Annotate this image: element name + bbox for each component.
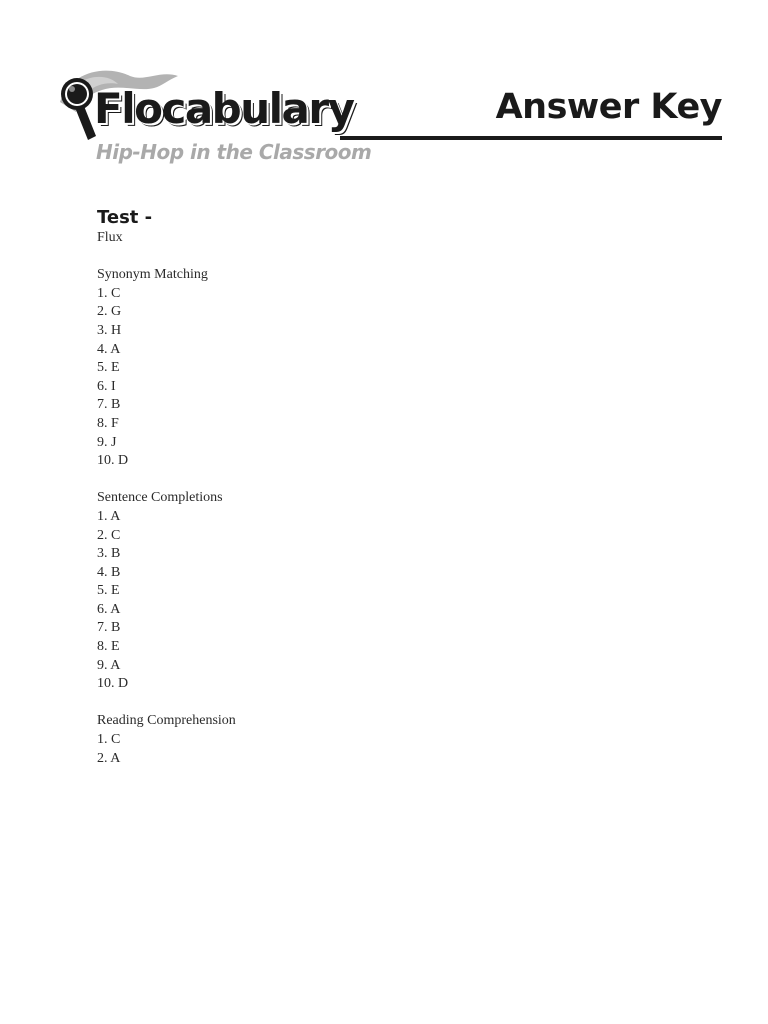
answer-item: 1. A xyxy=(97,508,121,524)
answer-item: 1. C xyxy=(97,285,121,301)
header-divider xyxy=(340,136,722,140)
page-header xyxy=(0,0,768,190)
answer-item: 6. I xyxy=(97,378,116,394)
answer-list xyxy=(97,731,697,768)
synonym-matching-section xyxy=(97,266,697,471)
brand-wordmark: Flocabulary xyxy=(94,84,354,133)
answer-item: 2. G xyxy=(97,304,122,320)
section-title: Reading Comprehension xyxy=(97,713,236,729)
answer-item: 10. D xyxy=(97,453,129,469)
answer-item: 6. A xyxy=(97,601,121,617)
answer-item: 8. F xyxy=(97,415,119,431)
reading-comprehension-section xyxy=(97,712,697,768)
answer-item: 9. A xyxy=(97,657,121,673)
page-title: Answer Key xyxy=(495,87,722,127)
answer-item: 1. C xyxy=(97,732,121,748)
answer-item: 2. C xyxy=(97,527,121,543)
answer-key-content xyxy=(97,207,697,768)
section-title: Sentence Completions xyxy=(97,490,223,506)
answer-item: 3. B xyxy=(97,546,121,562)
answer-item: 5. E xyxy=(97,360,120,376)
answer-item: 7. B xyxy=(97,397,121,413)
spacer xyxy=(97,471,697,490)
answer-item: 4. A xyxy=(97,341,121,357)
answer-list xyxy=(97,508,697,694)
spacer xyxy=(97,694,697,713)
section-title: Synonym Matching xyxy=(97,267,208,283)
vocabulary-word: Flux xyxy=(97,230,123,245)
answer-item: 8. E xyxy=(97,639,120,655)
answer-item: 10. D xyxy=(97,676,129,692)
answer-item: 7. B xyxy=(97,620,121,636)
answer-item: 4. B xyxy=(97,564,121,580)
answer-item: 3. H xyxy=(97,322,122,338)
brand-tagline: Hip-Hop in the Classroom xyxy=(96,140,372,164)
answer-item: 9. J xyxy=(97,434,117,450)
sentence-completions-section xyxy=(97,489,697,694)
spacer xyxy=(97,248,697,267)
answer-item: 2. A xyxy=(97,750,121,766)
answer-item: 5. E xyxy=(97,583,120,599)
answer-list xyxy=(97,285,697,471)
test-heading: Test - xyxy=(97,207,153,228)
